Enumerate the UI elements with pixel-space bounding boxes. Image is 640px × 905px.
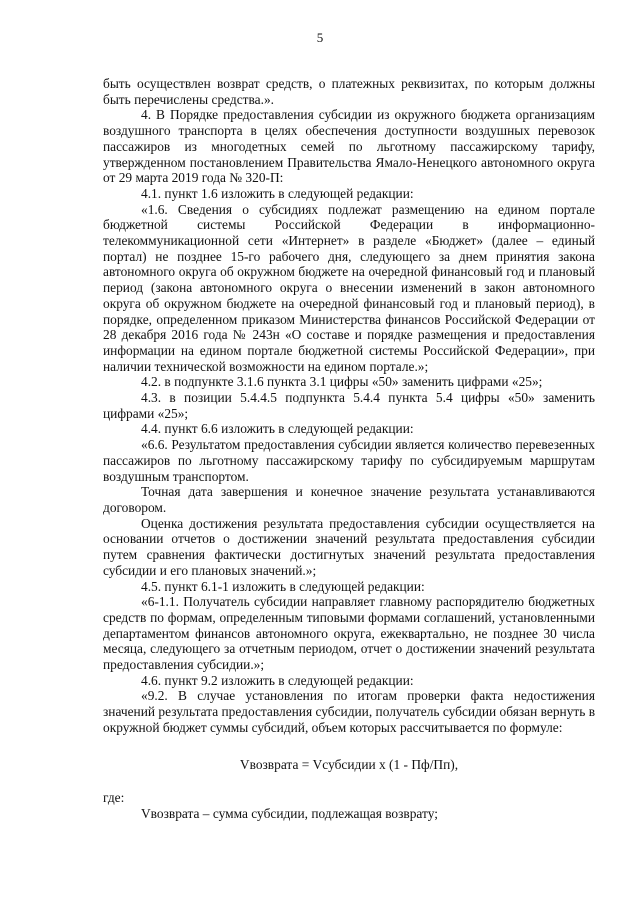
paragraph-10: Оценка достижения результата предоставления субсидии осуществляется на основании отчетов о достижении значений результата предоставления субсидии путем сравнения фактически достигнутых значений результата предоставления субсидии и его плановых значений.»;: [103, 515, 595, 578]
paragraph-11: 4.5. пункт 6.1-1 изложить в следующей редакции:: [141, 578, 425, 594]
paragraph-9: Точная дата завершения и конечное значение результата устанавливаются договором.: [103, 484, 595, 515]
paragraph-3: 4.1. пункт 1.6 изложить в следующей редакции:: [141, 185, 414, 201]
paragraph-1: быть осуществлен возврат средств, о платежных реквизитах, по которым должны быть перечислены средства.».: [103, 76, 595, 107]
formula: Vвозврата = Vсубсидии x (1 - Пф/Пп),: [239, 756, 459, 772]
paragraph-13: 4.6. пункт 9.2 изложить в следующей редакции:: [141, 672, 414, 688]
paragraph-5: 4.2. в подпункте 3.1.6 пункта 3.1 цифры «50» заменить цифрами «25»;: [141, 374, 543, 390]
where-label: где:: [103, 789, 125, 805]
paragraph-2: 4. В Порядке предоставления субсидии из окружного бюджета организациям воздушного транспорта в целях обеспечения доступности воздушных перевозок пассажиров из многодетных семей по льготному пассажирскому тарифу, утвержденном постановлением Правительства Ямало-Ненецкого автономного округа от 29 марта 2019 года № 320-П:: [103, 107, 595, 186]
document-body: [103, 76, 595, 821]
paragraph-12: «6-1.1. Получатель субсидии направляет главному распорядителю бюджетных средств по формам, определенным типовыми формами соглашений, установленными департаментом финансов автономного округа, ежеквартально, не позднее 30 числа месяца, следующего за отчетным периодом, отчет о достижении значений результата предоставления субсидии.»;: [103, 594, 595, 673]
page-number: 5: [316, 30, 324, 45]
paragraph-8: «6.6. Результатом предоставления субсидии является количество перевезенных пассажиров по льготному пассажирскому тарифу по субсидируемым маршрутам воздушным транспортом.: [103, 437, 595, 484]
paragraph-14: «9.2. В случае установления по итогам проверки факта недостижения значений результата предоставления субсидии, получатель субсидии обязан вернуть в окружной бюджет суммы субсидий, объем которых рассчитывается по формуле:: [103, 688, 596, 735]
paragraph-6: 4.3. в позиции 5.4.4.5 подпункта 5.4.4 пункта 5.4 цифры «50» заменить цифрами «25»;: [103, 390, 595, 421]
definition-1: Vвозврата – сумма субсидии, подлежащая возврату;: [141, 805, 438, 821]
paragraph-4: «1.6. Сведения о субсидиях подлежат размещению на едином портале бюджетной системы Российской Федерации в информационно-телекоммуникационной сети «Интернет» в разделе «Бюджет» (далее – единый портал) не позднее 15-го рабочего дня, следующего за днем принятия закона автономного округа об окружном бюджете на очередной финансовый год и плановый период (закона автономного округа о внесении изменений в закон автономного округа об окружном бюджете на очередной финансовый год и плановый период), в порядке, определенном приказом Министерства финансов Российской Федерации от 28 декабря 2016 года № 243н «О составе и порядке размещения и предоставления информации на едином портале бюджетной системы Российской Федерации», при наличии технической возможности на едином портале.»;: [103, 201, 595, 374]
paragraph-7: 4.4. пункт 6.6 изложить в следующей редакции:: [141, 421, 414, 437]
